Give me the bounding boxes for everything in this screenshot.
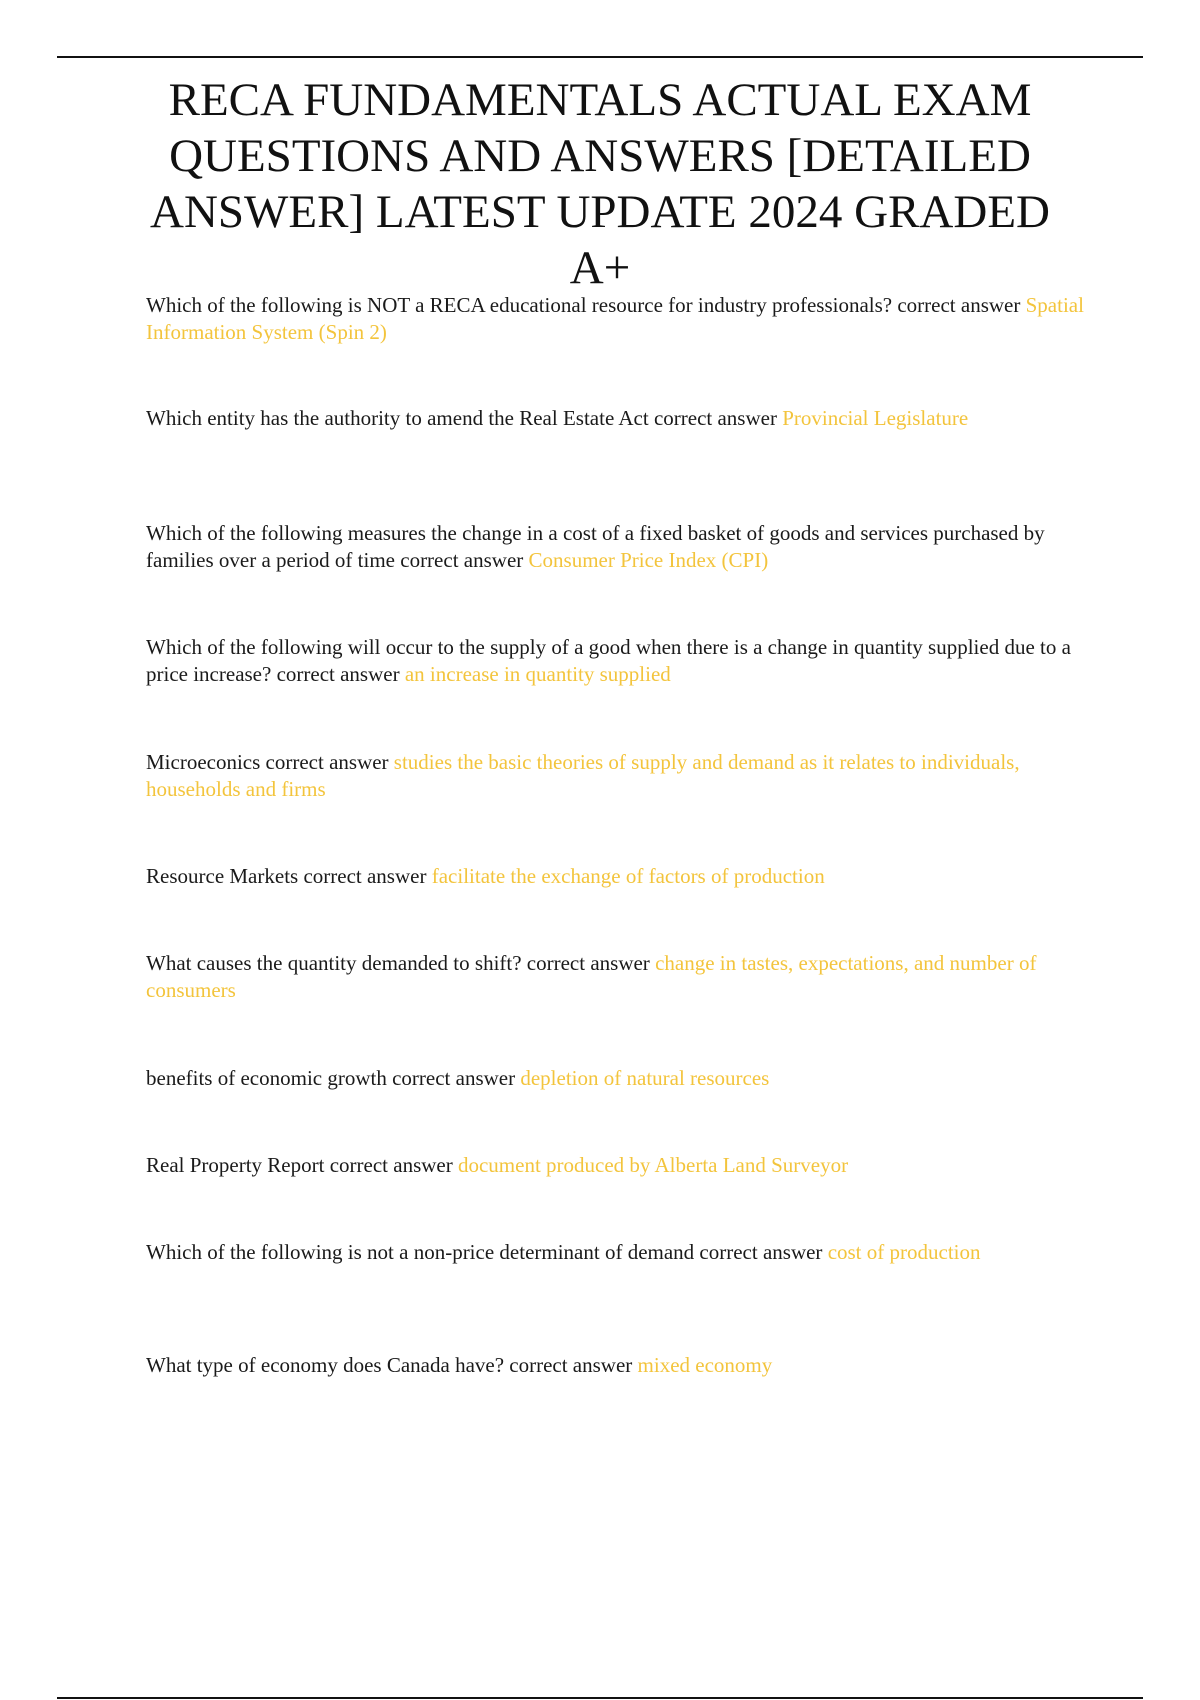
- question-text: Microeconics correct answer: [146, 750, 389, 774]
- question-text: What causes the quantity demanded to shift? correct answer: [146, 951, 650, 975]
- qa-item: [146, 863, 1096, 890]
- answer-text: Consumer Price Index (CPI): [528, 548, 769, 572]
- bottom-rule: [57, 1697, 1143, 1699]
- qa-item: [146, 1065, 1096, 1092]
- question-text: Real Property Report correct answer: [146, 1153, 453, 1177]
- top-rule: [57, 56, 1143, 58]
- question-text: Which of the following is not a non-price determinant of demand correct answer: [146, 1240, 823, 1264]
- answer-text: change in tastes, expectations, and number of consumers: [146, 951, 1037, 1002]
- question-text: What type of economy does Canada have? correct answer: [146, 1353, 633, 1377]
- question-text: benefits of economic growth correct answer: [146, 1066, 516, 1090]
- answer-text: studies the basic theories of supply and demand as it relates to individuals, households and firms: [146, 750, 1020, 801]
- answer-text: mixed economy: [637, 1353, 773, 1377]
- qa-item: [146, 950, 1096, 1004]
- qa-item: [146, 1239, 1096, 1266]
- question-text: Which entity has the authority to amend the Real Estate Act correct answer: [146, 406, 777, 430]
- answer-text: cost of production: [827, 1240, 981, 1264]
- answer-text: depletion of natural resources: [520, 1066, 770, 1090]
- answer-text: facilitate the exchange of factors of production: [431, 864, 825, 888]
- qa-item: [146, 749, 1096, 803]
- answer-text: Spatial Information System (Spin 2): [146, 293, 1084, 344]
- answer-text: an increase in quantity supplied: [404, 662, 671, 686]
- qa-item: [146, 405, 1096, 432]
- qa-item: [146, 1152, 1096, 1179]
- document-title: RECA FUNDAMENTALS ACTUAL EXAM QUESTIONS AND ANSWERS [DETAILED ANSWER] LATEST UPDATE 2024 GRADED A+: [150, 74, 1050, 294]
- question-text: Resource Markets correct answer: [146, 864, 427, 888]
- qa-item: [146, 520, 1096, 574]
- answer-text: document produced by Alberta Land Surveyor: [457, 1153, 849, 1177]
- question-text: Which of the following is NOT a RECA educational resource for industry professionals? correct answer: [146, 293, 1021, 317]
- question-text: Which of the following will occur to the supply of a good when there is a change in quantity supplied due to a price increase? correct answer: [146, 635, 1071, 686]
- qa-item: [146, 292, 1096, 346]
- answer-text: Provincial Legislature: [782, 406, 969, 430]
- qa-item: [146, 634, 1096, 688]
- question-text: Which of the following measures the change in a cost of a fixed basket of goods and services purchased by families over a period of time correct answer: [146, 521, 1045, 572]
- qa-item: [146, 1352, 1096, 1379]
